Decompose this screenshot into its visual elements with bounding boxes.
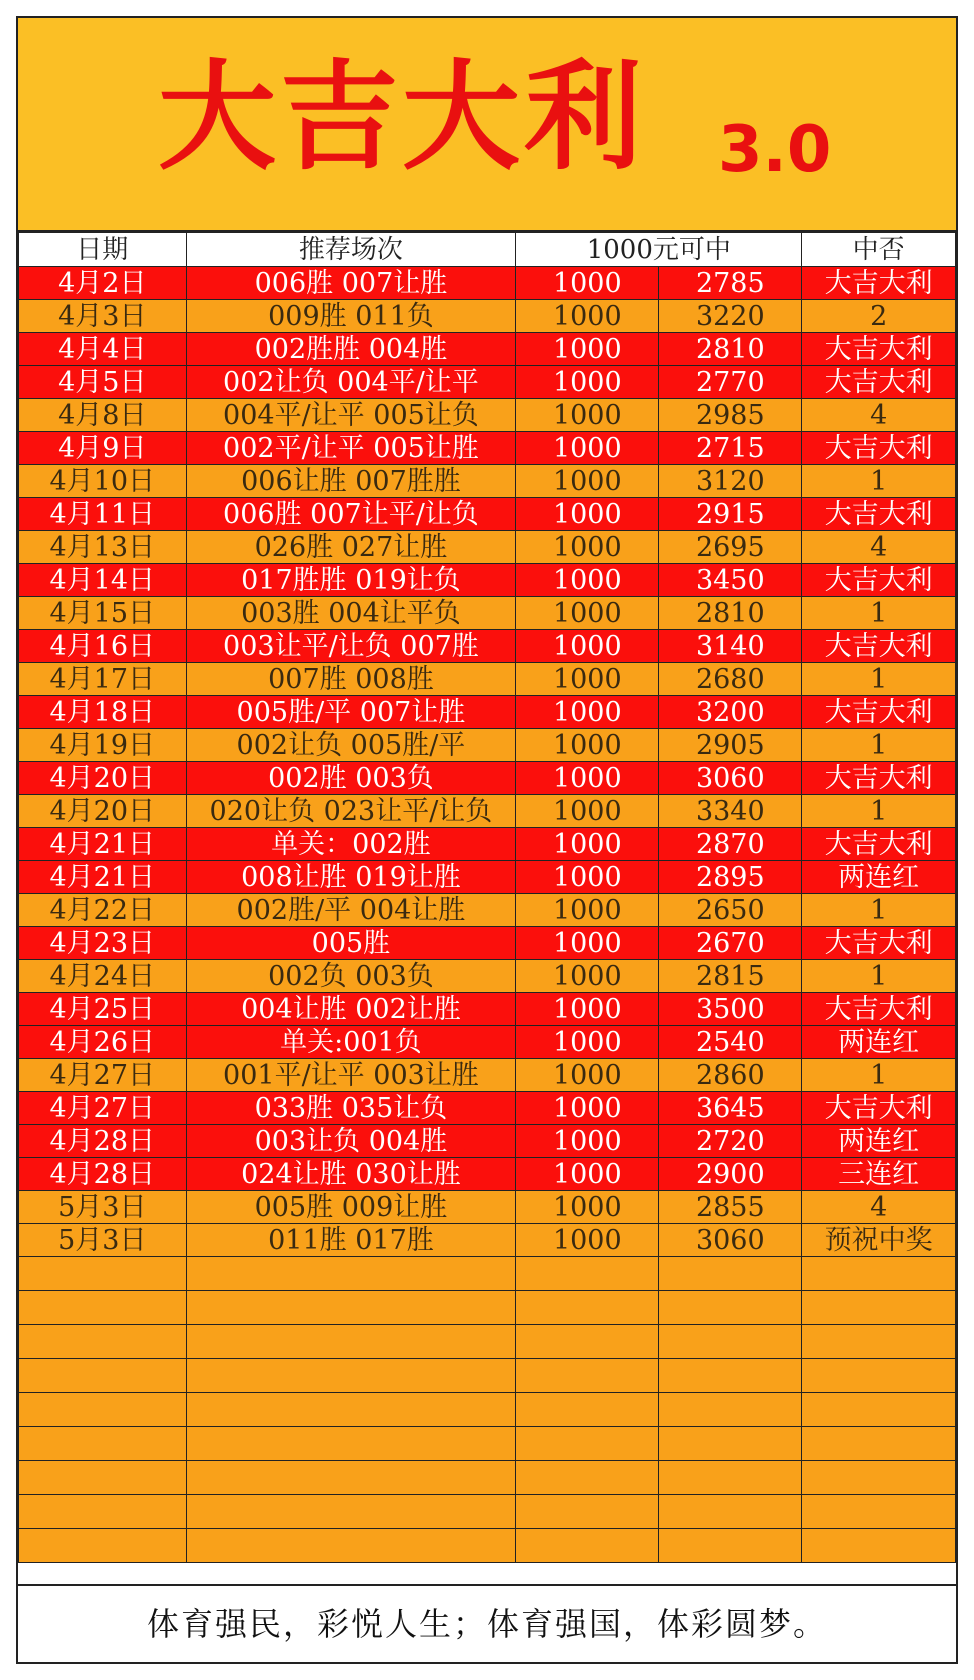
empty-cell [659,1325,802,1359]
row-result: 4 [802,399,956,432]
row-stake: 1000 [516,498,659,531]
row-payout: 2770 [659,366,802,399]
empty-cell [516,1325,659,1359]
table-row [19,1092,956,1125]
row-picks: 002让负 004平/让平 [186,366,516,399]
row-result: 三连红 [802,1158,956,1191]
row-picks: 002负 003负 [186,960,516,993]
row-date: 4月28日 [19,1158,187,1191]
row-picks: 009胜 011负 [186,300,516,333]
row-payout: 2815 [659,960,802,993]
row-stake: 1000 [516,663,659,696]
empty-cell [186,1427,516,1461]
table-row [19,795,956,828]
empty-cell [802,1325,956,1359]
row-stake: 1000 [516,366,659,399]
table-row [19,1059,956,1092]
empty-table-row [19,1461,956,1495]
row-result: 大吉大利 [802,762,956,795]
row-payout: 2810 [659,333,802,366]
version-label: 3.0 [718,113,832,187]
table-row [19,861,956,894]
row-payout: 3220 [659,300,802,333]
row-payout: 2855 [659,1191,802,1224]
row-picks: 005胜 [186,927,516,960]
empty-cell [19,1359,187,1393]
empty-cell [516,1461,659,1495]
row-stake: 1000 [516,1092,659,1125]
empty-cell [516,1359,659,1393]
row-stake: 1000 [516,696,659,729]
empty-table-row [19,1291,956,1325]
row-date: 4月25日 [19,993,187,1026]
row-picks: 002让负 005胜/平 [186,729,516,762]
empty-cell [186,1495,516,1529]
empty-cell [802,1393,956,1427]
row-stake: 1000 [516,993,659,1026]
row-picks: 001平/让平 003让胜 [186,1059,516,1092]
empty-cell [186,1461,516,1495]
row-result: 大吉大利 [802,828,956,861]
row-payout: 2915 [659,498,802,531]
row-picks: 003让平/让负 007胜 [186,630,516,663]
column-header-payout: 1000元可中 [516,233,802,267]
row-stake: 1000 [516,531,659,564]
table-row [19,960,956,993]
table-row [19,333,956,366]
row-payout: 2860 [659,1059,802,1092]
column-header-result: 中否 [802,233,956,267]
empty-cell [516,1427,659,1461]
table-row [19,465,956,498]
row-picks: 003让负 004胜 [186,1125,516,1158]
row-date: 4月17日 [19,663,187,696]
title-banner [18,18,956,232]
row-picks: 单关：002胜 [186,828,516,861]
row-picks: 017胜胜 019让负 [186,564,516,597]
row-picks: 002胜胜 004胜 [186,333,516,366]
row-result: 预祝中奖 [802,1224,956,1257]
table-row [19,894,956,927]
row-payout: 3500 [659,993,802,1026]
row-picks: 单关:001负 [186,1026,516,1059]
row-stake: 1000 [516,927,659,960]
table-row [19,663,956,696]
row-date: 4月21日 [19,861,187,894]
table-row [19,267,956,300]
row-payout: 2905 [659,729,802,762]
row-date: 4月20日 [19,762,187,795]
empty-cell [659,1359,802,1393]
row-payout: 2870 [659,828,802,861]
row-result: 1 [802,795,956,828]
row-picks: 011胜 017胜 [186,1224,516,1257]
table-row [19,498,956,531]
row-result: 2 [802,300,956,333]
row-payout: 3140 [659,630,802,663]
row-payout: 2650 [659,894,802,927]
row-result: 两连红 [802,1026,956,1059]
poster-frame [16,16,958,1664]
table-row [19,1125,956,1158]
row-stake: 1000 [516,300,659,333]
table-header-row [19,233,956,267]
empty-cell [802,1427,956,1461]
empty-cell [659,1393,802,1427]
row-payout: 2810 [659,597,802,630]
empty-table-row [19,1257,956,1291]
row-picks: 002胜/平 004让胜 [186,894,516,927]
row-result: 1 [802,729,956,762]
row-payout: 2695 [659,531,802,564]
empty-table-row [19,1495,956,1529]
row-picks: 006胜 007让胜 [186,267,516,300]
table-row [19,366,956,399]
row-date: 4月9日 [19,432,187,465]
row-result: 大吉大利 [802,366,956,399]
table-row [19,927,956,960]
row-payout: 2720 [659,1125,802,1158]
row-date: 4月10日 [19,465,187,498]
row-date: 4月19日 [19,729,187,762]
row-picks: 002胜 003负 [186,762,516,795]
row-picks: 024让胜 030让胜 [186,1158,516,1191]
empty-cell [516,1393,659,1427]
row-picks: 007胜 008胜 [186,663,516,696]
row-stake: 1000 [516,960,659,993]
row-result: 大吉大利 [802,630,956,663]
empty-cell [516,1495,659,1529]
empty-cell [659,1529,802,1563]
row-picks: 002平/让平 005让胜 [186,432,516,465]
row-picks: 026胜 027让胜 [186,531,516,564]
row-result: 大吉大利 [802,993,956,1026]
row-picks: 004平/让平 005让负 [186,399,516,432]
row-stake: 1000 [516,267,659,300]
empty-cell [659,1257,802,1291]
empty-cell [516,1257,659,1291]
table-row [19,432,956,465]
row-picks: 005胜/平 007让胜 [186,696,516,729]
row-date: 4月21日 [19,828,187,861]
table-body [19,267,956,1563]
row-stake: 1000 [516,432,659,465]
row-result: 大吉大利 [802,432,956,465]
row-payout: 2680 [659,663,802,696]
empty-cell [659,1291,802,1325]
row-stake: 1000 [516,861,659,894]
row-stake: 1000 [516,828,659,861]
row-result: 1 [802,894,956,927]
empty-cell [659,1427,802,1461]
empty-cell [186,1393,516,1427]
row-date: 4月3日 [19,300,187,333]
row-picks: 008让胜 019让胜 [186,861,516,894]
row-stake: 1000 [516,1125,659,1158]
row-result: 大吉大利 [802,1092,956,1125]
empty-table-row [19,1529,956,1563]
table-row [19,300,956,333]
empty-cell [802,1291,956,1325]
row-picks: 033胜 035让负 [186,1092,516,1125]
row-stake: 1000 [516,465,659,498]
row-result: 1 [802,663,956,696]
empty-cell [19,1529,187,1563]
empty-cell [186,1291,516,1325]
row-payout: 3340 [659,795,802,828]
row-payout: 2785 [659,267,802,300]
row-result: 4 [802,531,956,564]
row-date: 4月20日 [19,795,187,828]
footer-slogan: 体育强民，彩悦人生；体育强国，体彩圆梦。 [18,1584,956,1662]
row-result: 两连红 [802,1125,956,1158]
row-date: 4月23日 [19,927,187,960]
empty-table-row [19,1427,956,1461]
row-payout: 3060 [659,1224,802,1257]
empty-cell [802,1529,956,1563]
row-stake: 1000 [516,597,659,630]
table-row [19,1026,956,1059]
row-date: 4月15日 [19,597,187,630]
row-result: 1 [802,960,956,993]
row-stake: 1000 [516,795,659,828]
row-date: 4月26日 [19,1026,187,1059]
table-row [19,1191,956,1224]
row-result: 大吉大利 [802,927,956,960]
row-date: 4月28日 [19,1125,187,1158]
row-stake: 1000 [516,1158,659,1191]
empty-cell [516,1529,659,1563]
row-result: 大吉大利 [802,498,956,531]
row-date: 4月16日 [19,630,187,663]
row-date: 4月24日 [19,960,187,993]
row-result: 大吉大利 [802,696,956,729]
row-payout: 3060 [659,762,802,795]
row-payout: 3200 [659,696,802,729]
empty-cell [802,1461,956,1495]
row-stake: 1000 [516,564,659,597]
empty-cell [516,1291,659,1325]
row-payout: 2540 [659,1026,802,1059]
row-result: 1 [802,597,956,630]
row-result: 4 [802,1191,956,1224]
table-row [19,1158,956,1191]
table-row [19,630,956,663]
empty-cell [186,1325,516,1359]
empty-cell [659,1495,802,1529]
row-date: 4月27日 [19,1092,187,1125]
empty-cell [186,1359,516,1393]
row-date: 4月27日 [19,1059,187,1092]
row-result: 大吉大利 [802,564,956,597]
row-stake: 1000 [516,762,659,795]
empty-cell [19,1495,187,1529]
empty-table-row [19,1325,956,1359]
table-row [19,828,956,861]
row-result: 1 [802,1059,956,1092]
row-payout: 2715 [659,432,802,465]
empty-cell [19,1393,187,1427]
row-picks: 003胜 004让平负 [186,597,516,630]
empty-cell [802,1495,956,1529]
row-picks: 004让胜 002让胜 [186,993,516,1026]
row-payout: 3645 [659,1092,802,1125]
empty-cell [19,1257,187,1291]
row-picks: 006让胜 007胜胜 [186,465,516,498]
table-row [19,762,956,795]
row-date: 4月14日 [19,564,187,597]
row-payout: 2985 [659,399,802,432]
row-payout: 3120 [659,465,802,498]
row-picks: 005胜 009让胜 [186,1191,516,1224]
table-row [19,729,956,762]
row-date: 5月3日 [19,1224,187,1257]
row-payout: 3450 [659,564,802,597]
row-date: 4月11日 [19,498,187,531]
row-payout: 2670 [659,927,802,960]
row-stake: 1000 [516,729,659,762]
row-result: 大吉大利 [802,267,956,300]
empty-cell [186,1257,516,1291]
row-stake: 1000 [516,399,659,432]
row-date: 4月18日 [19,696,187,729]
table-row [19,399,956,432]
row-result: 1 [802,465,956,498]
row-date: 4月2日 [19,267,187,300]
row-picks: 020让负 023让平/让负 [186,795,516,828]
table-row [19,1224,956,1257]
empty-cell [802,1257,956,1291]
table-row [19,564,956,597]
row-payout: 2900 [659,1158,802,1191]
table-row [19,531,956,564]
empty-table-row [19,1393,956,1427]
row-date: 4月13日 [19,531,187,564]
empty-cell [19,1427,187,1461]
row-date: 4月4日 [19,333,187,366]
row-stake: 1000 [516,1026,659,1059]
row-stake: 1000 [516,333,659,366]
row-result: 大吉大利 [802,333,956,366]
empty-cell [802,1359,956,1393]
row-payout: 2895 [659,861,802,894]
empty-cell [19,1291,187,1325]
row-stake: 1000 [516,894,659,927]
row-date: 5月3日 [19,1191,187,1224]
row-picks: 006胜 007让平/让负 [186,498,516,531]
empty-cell [19,1325,187,1359]
row-stake: 1000 [516,1059,659,1092]
row-date: 4月8日 [19,399,187,432]
table-row [19,597,956,630]
table-row [19,696,956,729]
row-stake: 1000 [516,630,659,663]
row-result: 两连红 [802,861,956,894]
row-stake: 1000 [516,1191,659,1224]
column-header-picks: 推荐场次 [186,233,516,267]
empty-table-row [19,1359,956,1393]
empty-cell [186,1529,516,1563]
table-row [19,993,956,1026]
empty-cell [19,1461,187,1495]
empty-cell [659,1461,802,1495]
poster-title: 大吉大利 [158,48,647,186]
results-table [18,232,956,1563]
column-header-date: 日期 [19,233,187,267]
row-date: 4月5日 [19,366,187,399]
row-date: 4月22日 [19,894,187,927]
row-stake: 1000 [516,1224,659,1257]
